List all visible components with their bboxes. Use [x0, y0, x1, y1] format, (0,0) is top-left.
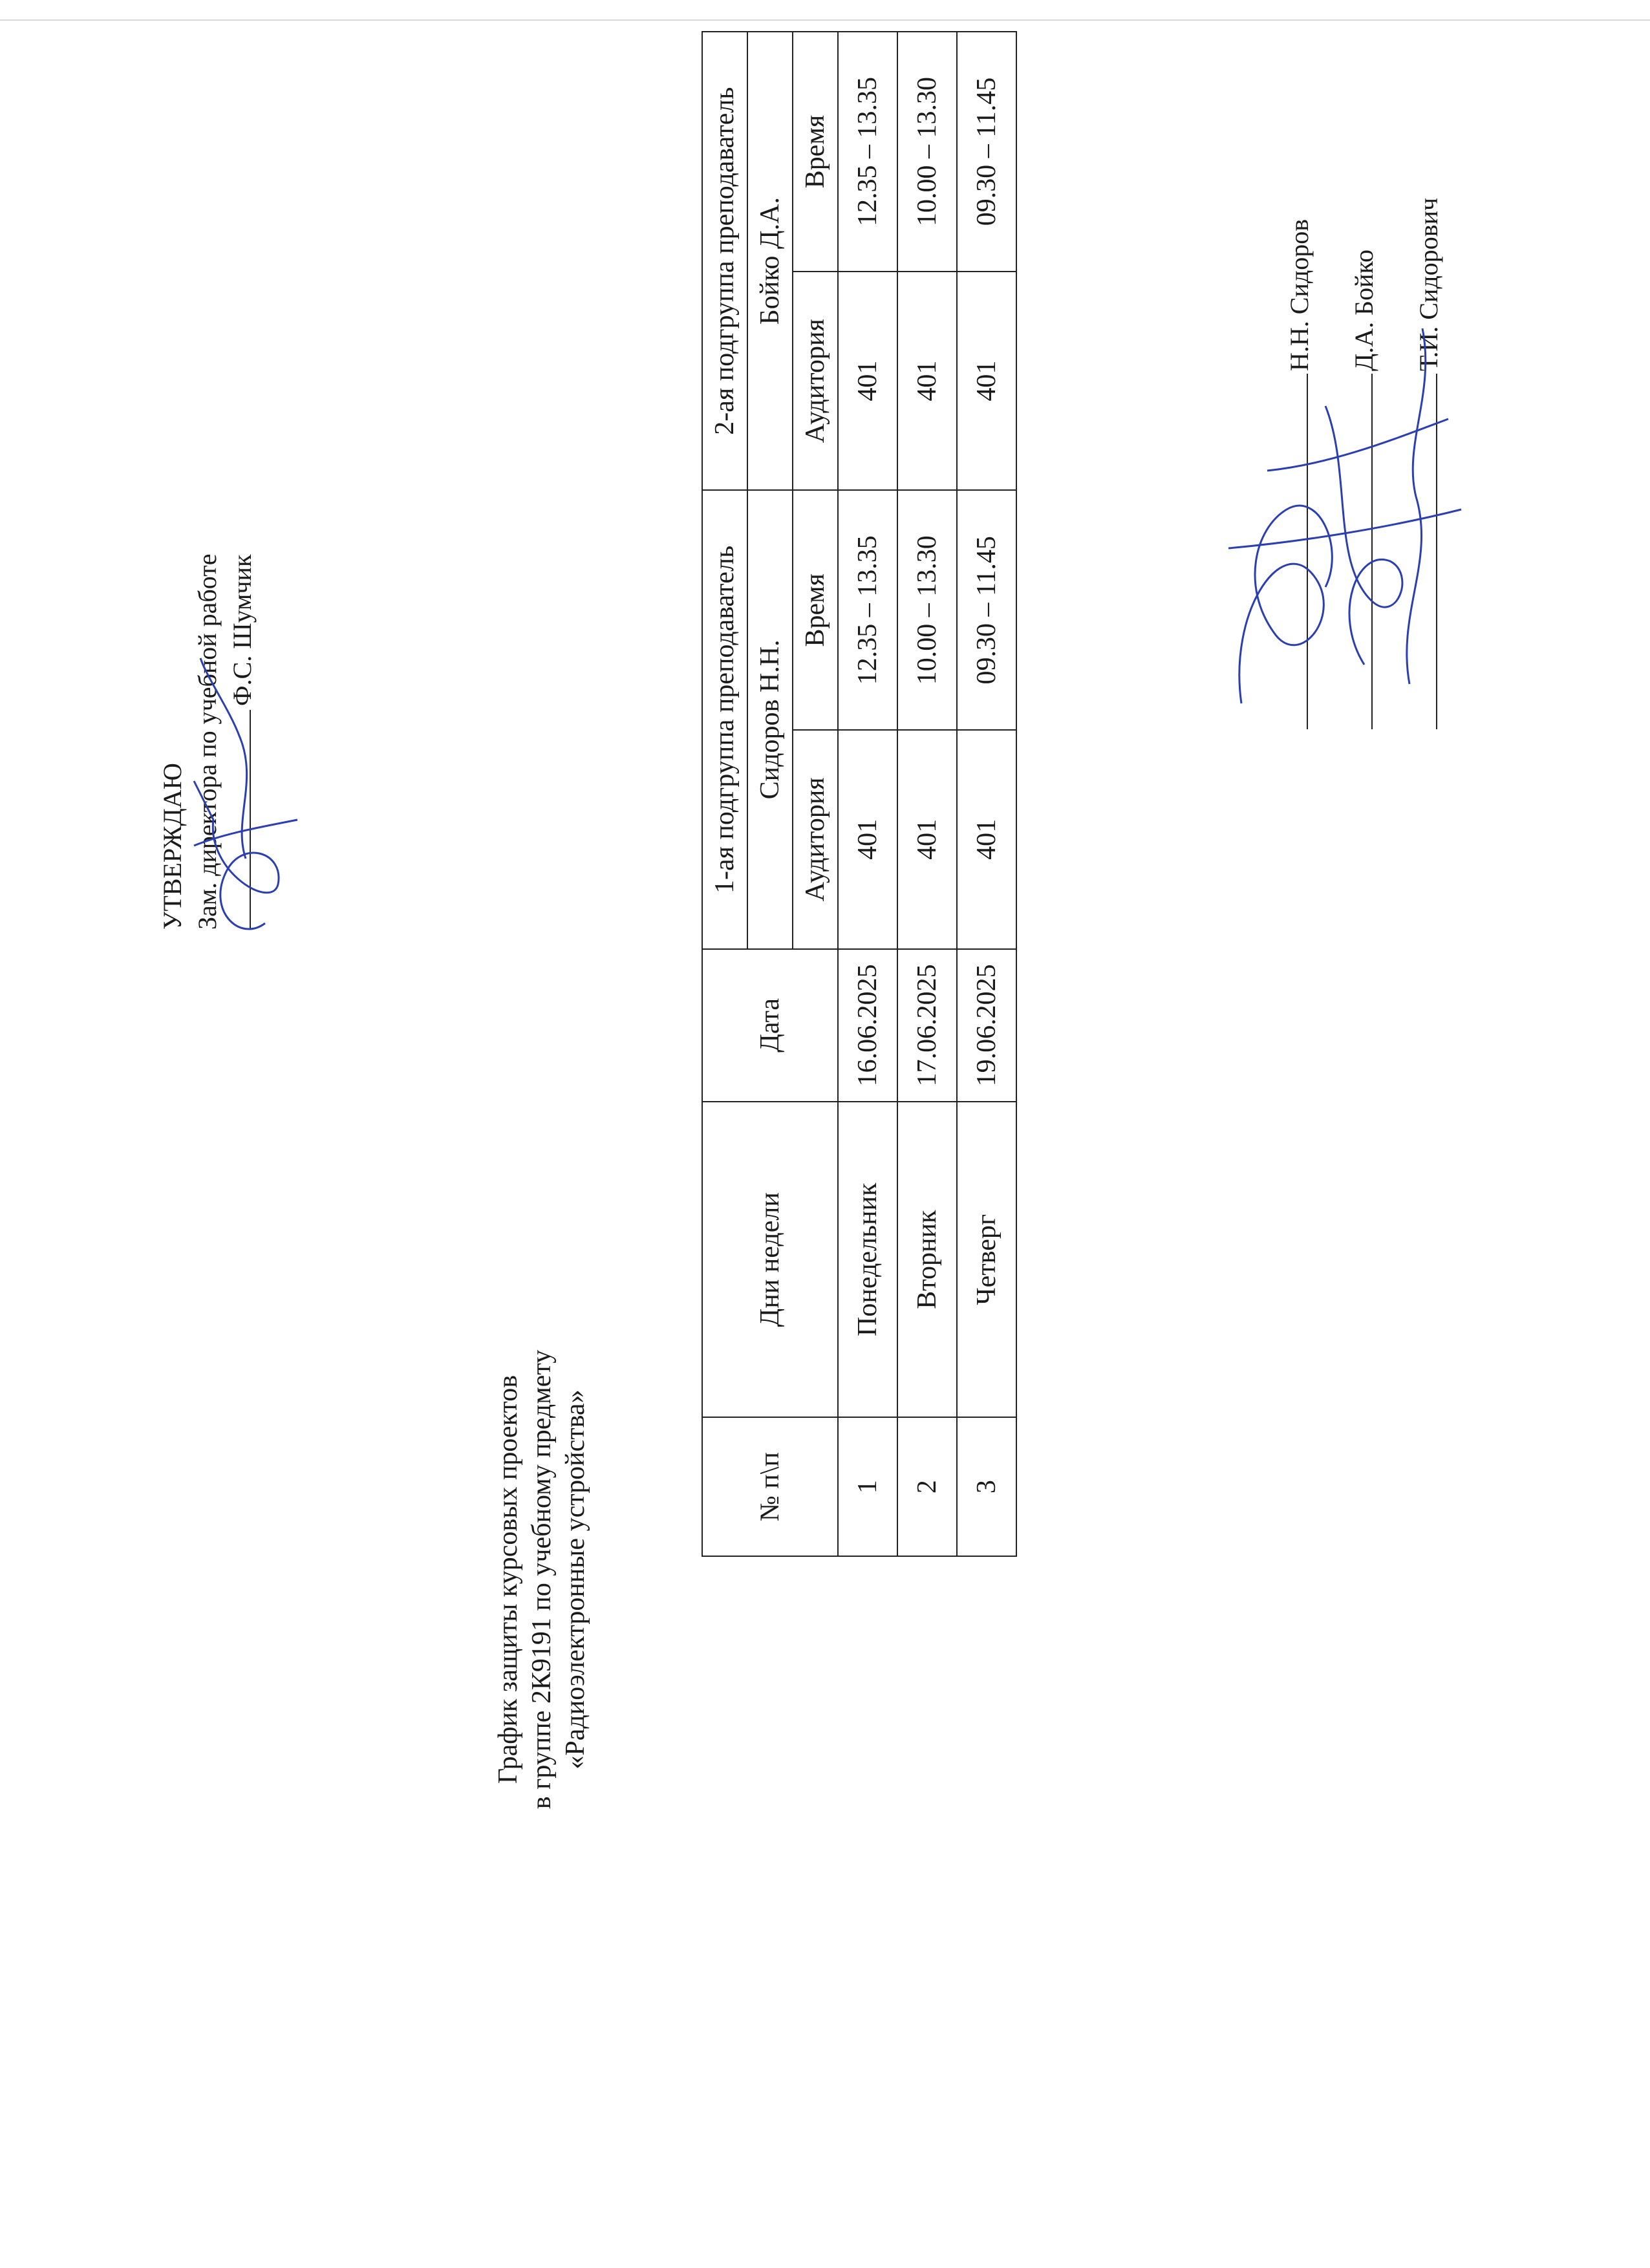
cell-time1: 10.00 – 13.30 [897, 490, 957, 730]
header-auditorium-1: Аудитория [793, 730, 838, 948]
header-time-2: Время [793, 32, 838, 272]
cell-aud2: 401 [897, 272, 957, 490]
header-num: № п\п [702, 1417, 838, 1556]
cell-time2: 12.35 – 13.35 [838, 32, 897, 272]
header-group2-teacher: Бойко Д.А. [747, 32, 793, 490]
header-date: Дата [702, 949, 838, 1102]
header-row-groups [702, 32, 747, 1556]
approval-signature-line [225, 554, 260, 930]
title-line-2: в группе 2К9191 по учебному предмету [527, 1349, 557, 1810]
cell-aud1: 401 [957, 730, 1016, 948]
approval-block [155, 554, 260, 930]
signer-row [1332, 198, 1397, 729]
cell-day: Четверг [957, 1102, 1016, 1417]
signer-row [1397, 198, 1461, 729]
approval-name: Ф.С. Шумчик [228, 554, 257, 706]
table-row [957, 32, 1016, 1556]
header-auditorium-2: Аудитория [793, 272, 838, 490]
cell-num: 1 [838, 1417, 897, 1556]
cell-date: 19.06.2025 [957, 949, 1016, 1102]
table-row [838, 32, 897, 1556]
cell-day: Вторник [897, 1102, 957, 1417]
approval-heading: УТВЕРЖДАЮ [158, 763, 187, 930]
header-group1: 1-ая подгруппа преподаватель [702, 490, 747, 948]
cell-time2: 10.00 – 13.30 [897, 32, 957, 272]
cell-time1: 12.35 – 13.35 [838, 490, 897, 730]
cell-aud2: 401 [957, 272, 1016, 490]
cell-aud1: 401 [838, 730, 897, 948]
document-title [491, 891, 592, 2268]
cell-date: 17.06.2025 [897, 949, 957, 1102]
schedule-table [702, 31, 1017, 1557]
signature-underline [1410, 374, 1437, 729]
cell-time1: 09.30 – 11.45 [957, 490, 1016, 730]
cell-day: Понедельник [838, 1102, 897, 1417]
signer-name: Т.И. Сидорович [1414, 197, 1443, 371]
title-line-3: «Радиоэлектронные устройства» [561, 1389, 590, 1770]
cell-time2: 09.30 – 11.45 [957, 32, 1016, 272]
signature-underline [226, 710, 251, 930]
signer-name: Д.А. Бойко [1349, 250, 1378, 371]
cell-date: 16.06.2025 [838, 949, 897, 1102]
approval-position: Зам. директора по учебной работе [193, 553, 222, 930]
title-line-1: График защиты курсовых проектов [493, 1375, 523, 1784]
cell-aud2: 401 [838, 272, 897, 490]
cell-num: 2 [897, 1417, 957, 1556]
header-time-1: Время [793, 490, 838, 730]
signer-row [1267, 198, 1332, 729]
header-group2: 2-ая подгруппа преподаватель [702, 32, 747, 490]
header-day: Дни недели [702, 1102, 838, 1417]
table-row [897, 32, 957, 1556]
header-group1-teacher: Сидоров Н.Н. [747, 490, 793, 948]
signature-underline [1345, 374, 1373, 729]
cell-aud1: 401 [897, 730, 957, 948]
signature-underline [1281, 374, 1308, 729]
cell-num: 3 [957, 1417, 1016, 1556]
signers-block [1267, 198, 1461, 729]
signer-name: Н.Н. Сидоров [1285, 219, 1314, 371]
